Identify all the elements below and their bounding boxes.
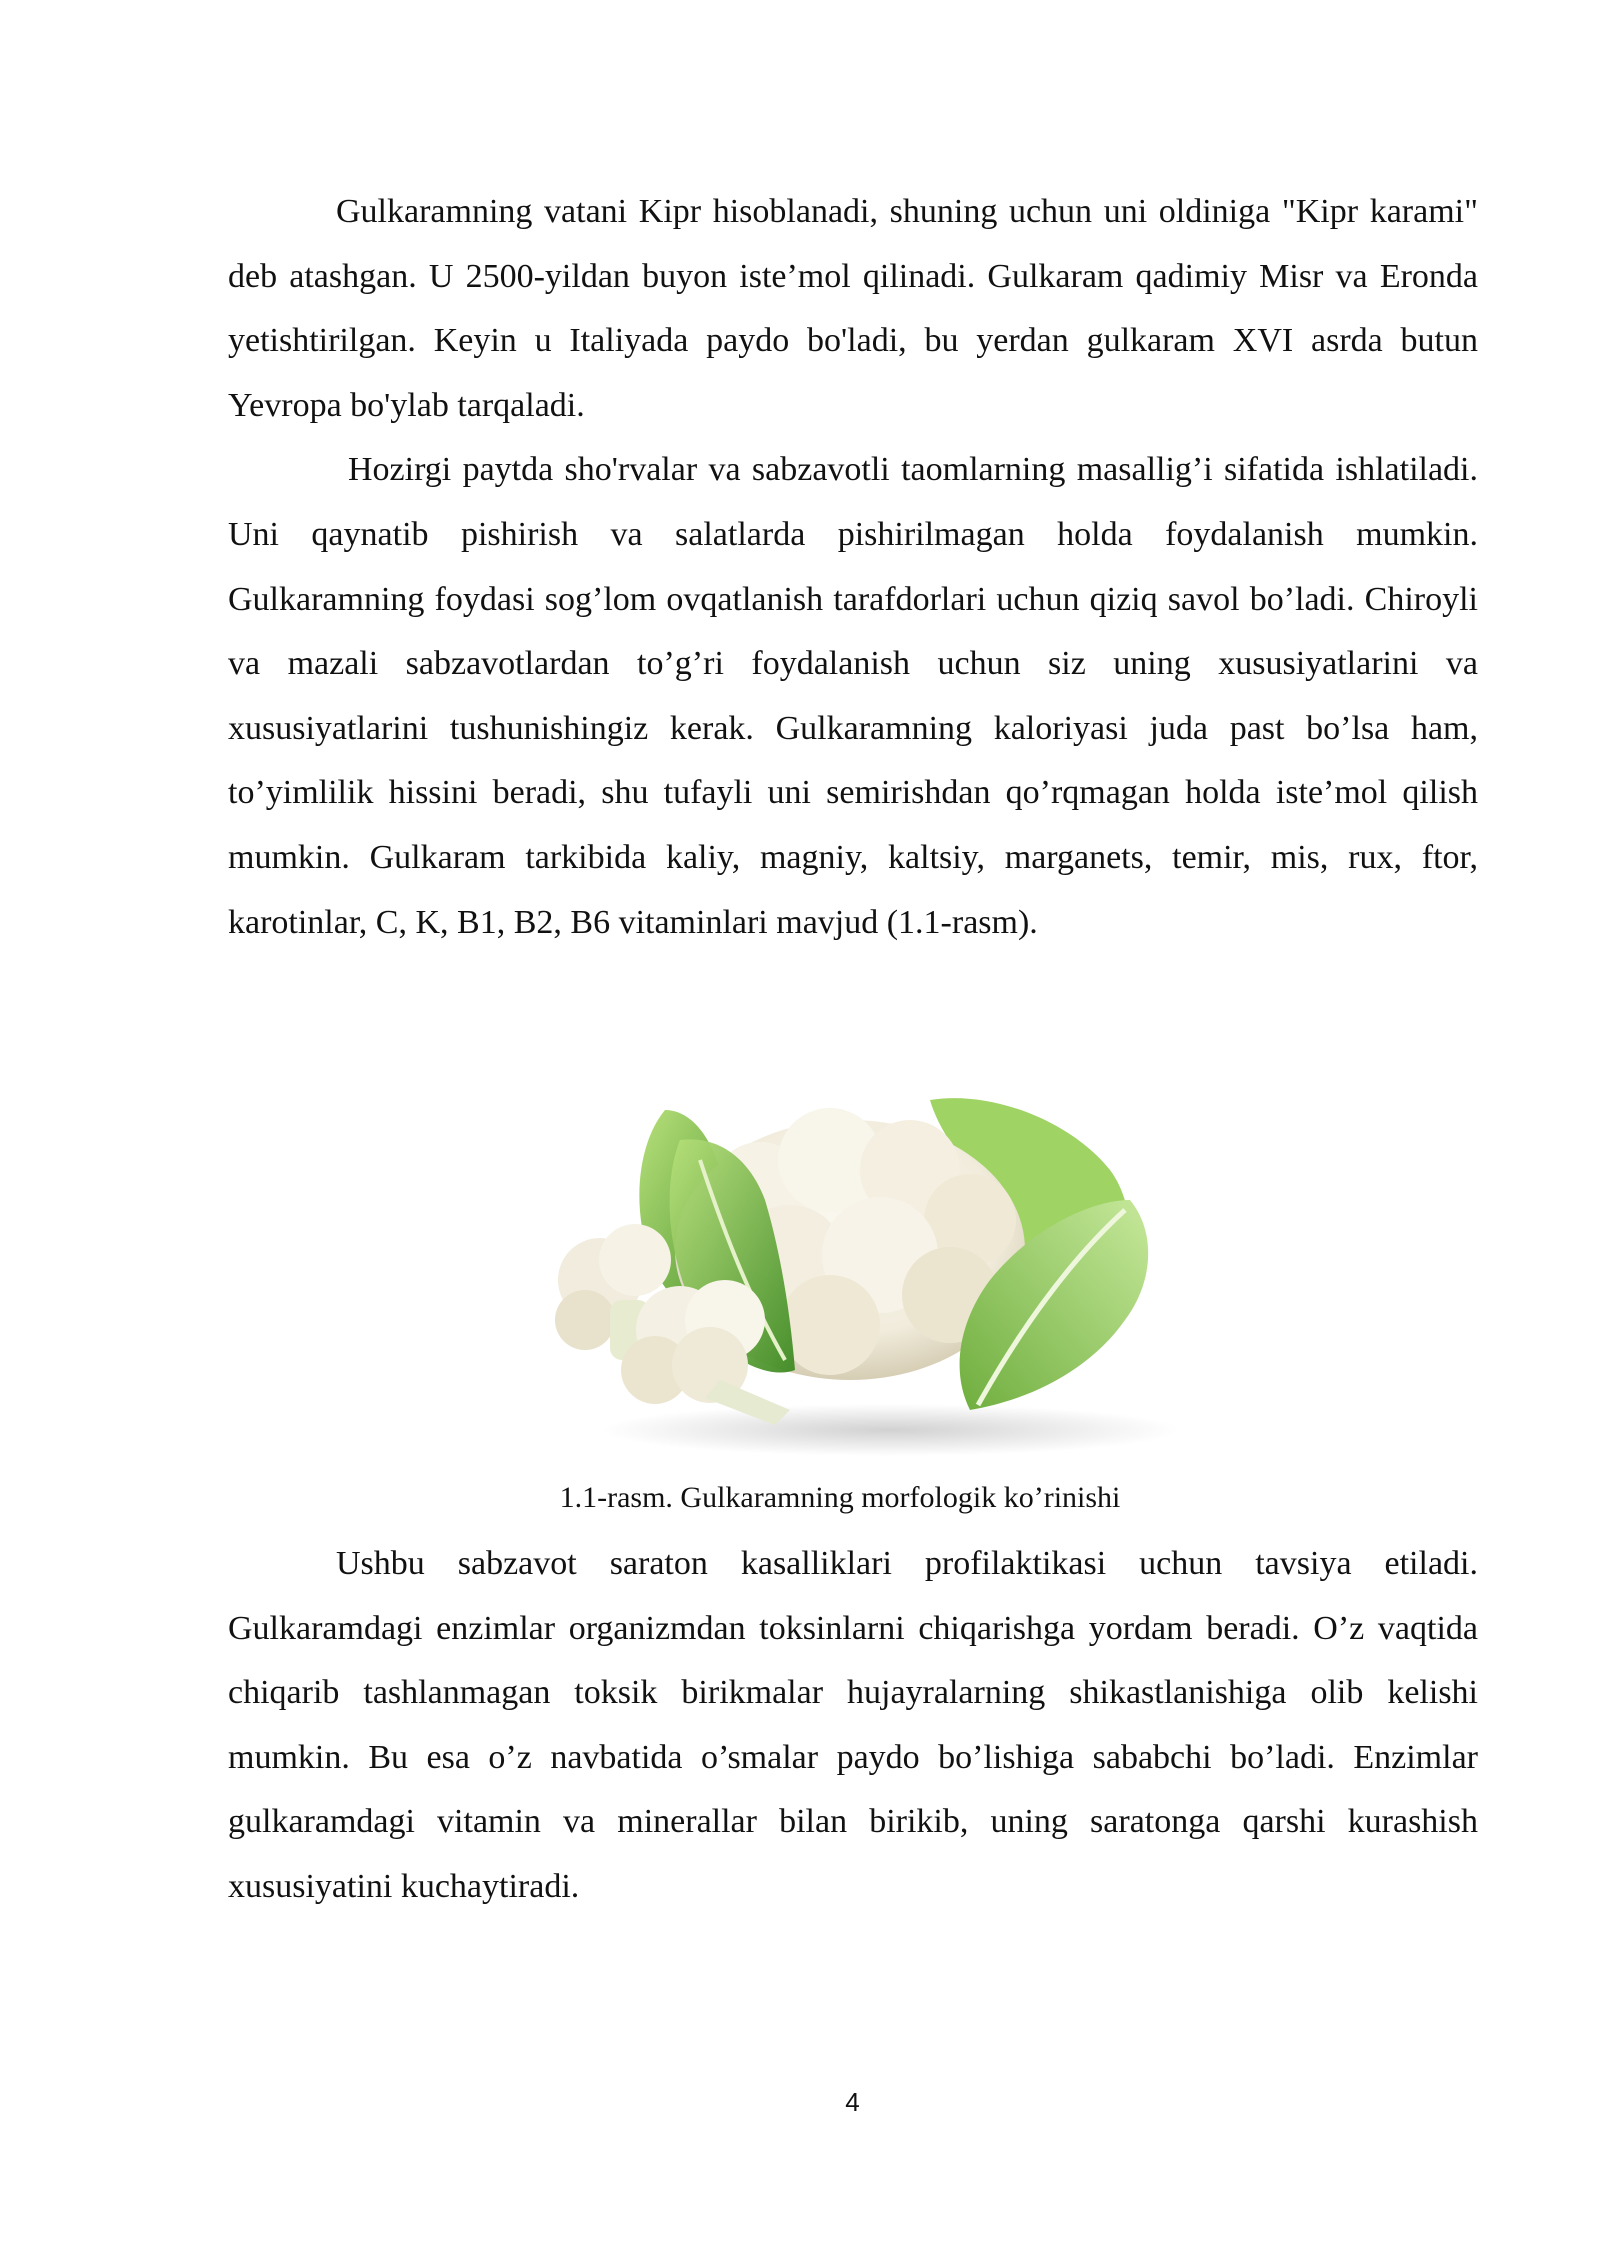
cauliflower-image	[530, 1080, 1190, 1460]
page-number: 4	[845, 2087, 860, 2117]
paragraph-origin: Gulkaramning vatani Kipr hisoblanadi, shuning uchun uni oldiniga "Kipr karami" deb atashgan. U 2500-yildan buyon iste’mol qilinadi. Gulkaram qadimiy Misr va Eronda yetishtirilgan. Keyin u Italiyada paydo bo'ladi, bu yerdan gulkaram XVI asrda butun Yevropa bo'ylab tarqaladi.	[228, 193, 1478, 424]
cauliflower-figure	[530, 1080, 1190, 1460]
figure-caption: 1.1-rasm. Gulkaramning morfologik ko’rinishi	[559, 1481, 1121, 1514]
paragraph-health: Ushbu sabzavot saraton kasalliklari profilaktikasi uchun tavsiya etiladi. Gulkaramdagi enzimlar organizmdan toksinlarni chiqarishga yordam beradi. O’z vaqtida chiqarib tashlanmagan toksik birikmalar hujayralarning shikastlanishiga olib kelishi mumkin. Bu esa o’z navbatida o’smalar paydo bo’lishiga sababchi bo’ladi. Enzimlar gulkaramdagi vitamin va minerallar bilan birikib, uning saratonga qarshi kurashish xususiyatini kuchaytiradi.	[228, 1545, 1478, 1905]
text-block-bottom	[228, 1532, 1478, 1920]
shadow-shape	[600, 1404, 1180, 1456]
text-block-top	[228, 180, 1478, 955]
paragraph-usage: Hozirgi paytda sho'rvalar va sabzavotli taomlarning masallig’i sifatida ishlatiladi. Uni qaynatib pishirish va salatlarda pishirilmagan holda foydalanish mumkin. Gulkaramning foydasi sog’lom ovqatlanish tarafdorlari uchun qiziq savol bo’ladi. Chiroyli va mazali sabzavotlardan to’g’ri foydalanish uchun siz uning xususiyatlarini va xususiyatlarini tushunishingiz kerak. Gulkaramning kaloriyasi juda past bo’lsa ham, to’yimlilik hissini beradi, shu tufayli uni semirishdan qo’rqmagan holda iste’mol qilish mumkin. Gulkaram tarkibida kaliy, magniy, kaltsiy, marganets, temir, mis, rux, ftor, karotinlar, C, K, B1, B2, B6 vitaminlari mavjud (1.1-rasm).	[228, 451, 1478, 941]
